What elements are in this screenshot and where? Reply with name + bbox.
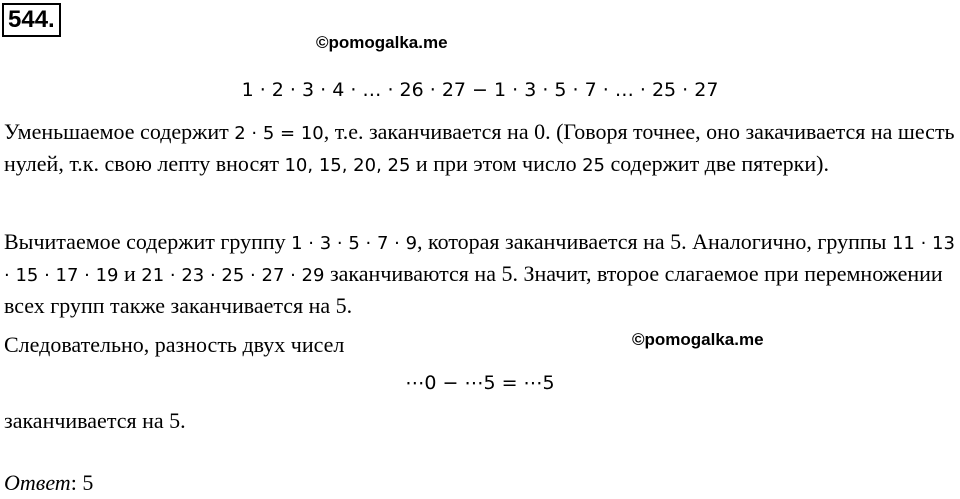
answer-separator: : — [70, 470, 83, 495]
main-expression: 1 · 2 · 3 · 4 · … · 26 · 27 − 1 · 3 · 5 · 7 · … · 25 · 27 — [241, 79, 719, 101]
paragraph-text: , которая заканчивается на 5. Аналогично, группы — [417, 229, 892, 254]
math-inline: 25 — [582, 155, 605, 176]
math-inline: 2 · 5 = 10 — [234, 123, 324, 144]
problem-number: 544. — [2, 3, 61, 37]
paragraph-text: Уменьшаемое содержит — [4, 119, 235, 144]
result-expression: ⋯0 − ⋯5 = ⋯5 — [405, 372, 555, 394]
math-inline: 21 · 23 · 25 · 27 · 29 — [141, 265, 325, 286]
paragraph-text: и — [118, 261, 142, 286]
paragraph-conclusion: Следовательно, разность двух чисел — [4, 332, 345, 357]
math-inline: 1 · 3 · 5 · 7 · 9 — [291, 233, 418, 254]
answer-label: Ответ — [4, 470, 71, 495]
paragraph-text: Вычитаемое содержит группу — [4, 229, 292, 254]
answer-line — [4, 468, 93, 498]
answer-value: 5 — [82, 470, 94, 495]
paragraph-text: содержит две пятерки). — [605, 151, 829, 176]
paragraph-text: , т.е. заканчивается на 0. (Говоря точнее, оно закачивается на шесть нулей, т.к. свою лепту вносят — [4, 119, 955, 176]
math-inline: 11 · 13 · 15 · 17 · 19 — [4, 233, 955, 286]
paragraph-minuend — [4, 117, 956, 181]
watermark-middle: ©pomogalka.me — [632, 330, 764, 349]
paragraph-text: заканчиваются на 5. Значит, второе слагаемое при перемножении всех групп также заканчивается на 5. — [4, 261, 943, 318]
watermark-top: ©pomogalka.me — [316, 33, 448, 52]
paragraph-text: и при этом число — [410, 151, 583, 176]
math-inline: 10, 15, 20, 25 — [284, 155, 411, 176]
paragraph-subtrahend — [4, 227, 956, 321]
paragraph-result: заканчивается на 5. — [4, 408, 186, 433]
